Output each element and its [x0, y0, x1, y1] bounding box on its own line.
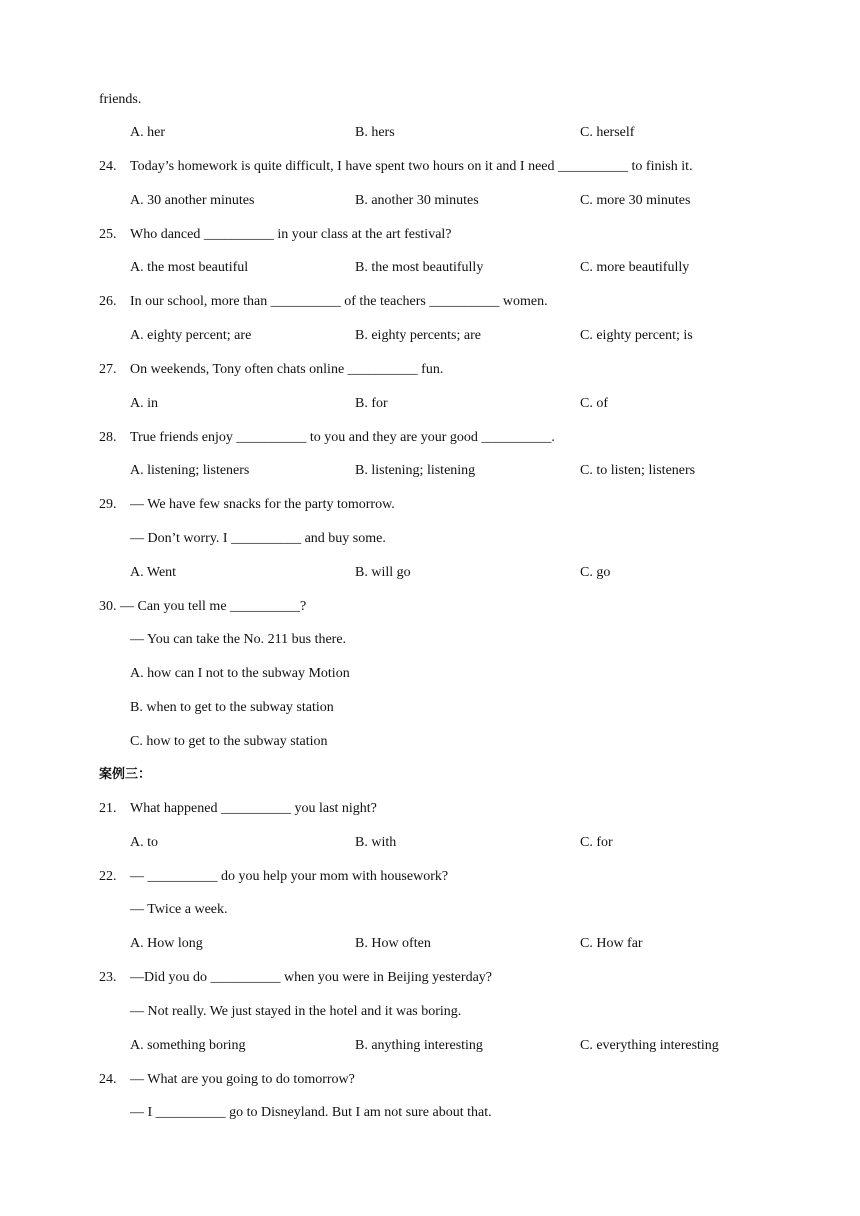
question-29-option-a: A. Went — [130, 565, 177, 580]
case3-question-21-stem: What happened __________ you last night? — [130, 801, 377, 816]
case3-question-23-reply: — Not really. We just stayed in the hotel and it was boring. — [130, 1004, 462, 1019]
case3-question-22-option-b: B. How often — [355, 936, 431, 951]
case3-question-21-option-a: A. to — [130, 835, 158, 850]
question-30-stem: 30. — Can you tell me __________? — [99, 599, 307, 614]
question-27-number: 27. — [99, 362, 117, 377]
question-25-option-b: B. the most beautifully — [355, 260, 484, 275]
question-27-option-b: B. for — [355, 396, 388, 411]
section-title: 案例三： — [99, 767, 152, 782]
case3-question-22-number: 22. — [99, 869, 117, 884]
case3-question-23-option-a: A. something boring — [130, 1038, 246, 1053]
question-29-option-c: C. go — [580, 565, 611, 580]
question-25-option-a: A. the most beautiful — [130, 260, 249, 275]
case3-question-22-option-c: C. How far — [580, 936, 643, 951]
question-29-option-b: B. will go — [355, 565, 411, 580]
question-23-option-b: B. hers — [355, 125, 395, 140]
question-24-stem: Today’s homework is quite difficult, I have spent two hours on it and I need __________ to finish it. — [130, 159, 693, 174]
question-23-option-a: A. her — [130, 125, 165, 140]
question-25-option-c: C. more beautifully — [580, 260, 690, 275]
case3-question-23-option-b: B. anything interesting — [355, 1038, 483, 1053]
question-28-stem: True friends enjoy __________ to you and they are your good __________. — [130, 430, 555, 445]
case3-question-23-number: 23. — [99, 970, 117, 985]
case3-question-22-option-a: A. How long — [130, 936, 203, 951]
case3-question-22-reply: — Twice a week. — [130, 902, 228, 917]
question-30-reply: — You can take the No. 211 bus there. — [130, 632, 347, 647]
question-27-option-c: C. of — [580, 396, 608, 411]
question-26-option-b: B. eighty percents; are — [355, 328, 481, 343]
question-24-number: 24. — [99, 159, 117, 174]
question-28-option-b: B. listening; listening — [355, 463, 476, 478]
case3-question-24-number: 24. — [99, 1072, 117, 1087]
question-30-option-b: B. when to get to the subway station — [130, 700, 334, 715]
case3-question-23-stem: —Did you do __________ when you were in Beijing yesterday? — [130, 970, 492, 985]
question-28-option-c: C. to listen; listeners — [580, 463, 696, 478]
question-30-option-a: A. how can I not to the subway Motion — [130, 666, 350, 681]
question-26-stem: In our school, more than __________ of the teachers __________ women. — [130, 294, 548, 309]
case3-question-24-reply: — I __________ go to Disneyland. But I am not sure about that. — [130, 1105, 492, 1120]
question-25-stem: Who danced __________ in your class at the art festival? — [130, 227, 452, 242]
question-27-stem: On weekends, Tony often chats online __________ fun. — [130, 362, 444, 377]
question-24-option-a: A. 30 another minutes — [130, 193, 255, 208]
case3-question-21-option-b: B. with — [355, 835, 397, 850]
case3-question-22-stem: — __________ do you help your mom with housework? — [130, 869, 449, 884]
question-29-reply: — Don’t worry. I __________ and buy some. — [130, 531, 386, 546]
question-29-number: 29. — [99, 497, 117, 512]
case3-question-21-option-c: C. for — [580, 835, 613, 850]
question-29-stem: — We have few snacks for the party tomorrow. — [130, 497, 395, 512]
question-24-option-c: C. more 30 minutes — [580, 193, 691, 208]
case3-question-23-option-c: C. everything interesting — [580, 1038, 719, 1053]
question-24-option-b: B. another 30 minutes — [355, 193, 479, 208]
question-30-option-c: C. how to get to the subway station — [130, 734, 328, 749]
question-28-option-a: A. listening; listeners — [130, 463, 250, 478]
question-27-option-a: A. in — [130, 396, 158, 411]
question-28-number: 28. — [99, 430, 117, 445]
question-26-option-c: C. eighty percent; is — [580, 328, 693, 343]
question-25-number: 25. — [99, 227, 117, 242]
case3-question-21-number: 21. — [99, 801, 117, 816]
question-23-stem-end: friends. — [99, 92, 142, 107]
question-26-number: 26. — [99, 294, 117, 309]
question-23-option-c: C. herself — [580, 125, 635, 140]
case3-question-24-stem: — What are you going to do tomorrow? — [130, 1072, 355, 1087]
question-26-option-a: A. eighty percent; are — [130, 328, 252, 343]
